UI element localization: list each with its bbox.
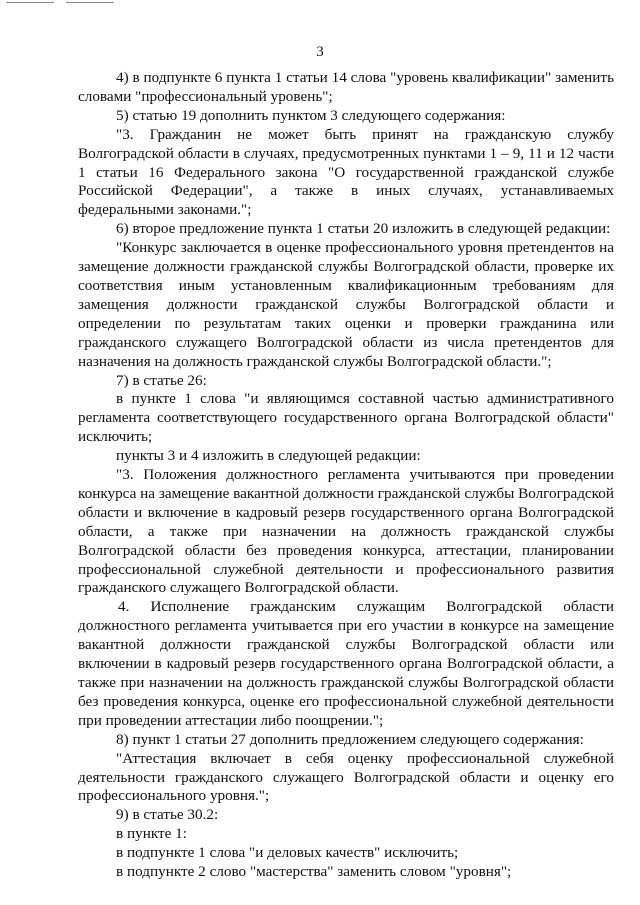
paragraph-item-6: 6) второе предложение пункта 1 статьи 20 изложить в следующей редакции: (116, 220, 611, 238)
paragraph-article-26-point-1: в пункте 1 слова "и являющимся составной частью административного регламента соответствующего государственного органа Волгоградской области" исключить; (78, 390, 614, 446)
document-body (78, 69, 614, 882)
paragraph-quote-point-3: "3. Положения должностного регламента учитываются при проведении конкурса на замещение вакантной должности гражданской службы Волгоградской области и включение в кадровый резерв государственного органа Волгоградской области, а также при назначении на должность гражданской службы Волгоградской области без проведения конкурса, аттестации, планировании профессиональной служебной деятельности и профессионального развития гражданского служащего Волгоградской области. (78, 466, 614, 597)
scan-edge-marks (0, 0, 640, 10)
paragraph-subpoint-2: в подпункте 2 слово "мастерства" заменить словом "уровня"; (116, 863, 512, 881)
page-number: 3 (316, 44, 324, 60)
paragraph-subpoint-1: в подпункте 1 слова "и деловых качеств" исключить; (116, 844, 459, 862)
paragraph-item-9: 9) в статье 30.2: (116, 806, 219, 824)
paragraph-quote-contest: "Конкурс заключается в оценке профессионального уровня претендентов на замещение должности гражданской службы Волгоградской области, проверке их соответствия иным установленным квалификационным требованиям для замещения должности гражданской службы Волгоградской области и определении по результатам таких оценки и проверки гражданина или гражданского служащего Волгоградской области из числа претендентов для назначения на должность гражданской службы Волгоградской области."; (78, 239, 614, 370)
paragraph-item-4: 4) в подпункте 6 пункта 1 статьи 14 слова "уровень квалификации" заменить словами "профессиональный уровень"; (78, 69, 614, 105)
paragraph-quote-point-4: 4. Исполнение гражданским служащим Волгоградской области должностного регламента учитывается при его участии в конкурсе на замещение вакантной должности гражданской службы Волгоградской области или включении в кадровый резерв государственного органа Волгоградской области, а также при назначении на должность гражданской службы Волгоградской области без проведения конкурса, оценке его профессиональной служебной деятельности при проведении аттестации либо поощрении."; (78, 598, 614, 729)
paragraph-article-30-2-point-1: в пункте 1: (116, 825, 187, 843)
paragraph-item-7: 7) в статье 26: (116, 371, 207, 389)
paragraph-quote-attestation: "Аттестация включает в себя оценку профессиональной служебной деятельности гражданского служащего Волгоградской области и оценку его профессионального уровня."; (78, 749, 614, 805)
paragraph-item-8: 8) пункт 1 статьи 27 дополнить предложением следующего содержания: (116, 730, 584, 748)
scan-mark-left (6, 2, 54, 3)
paragraph-item-5: 5) статью 19 дополнить пунктом 3 следующего содержания: (116, 106, 506, 124)
paragraph-points-3-4-intro: пункты 3 и 4 изложить в следующей редакции: (116, 447, 421, 465)
scan-mark-right (66, 2, 114, 3)
paragraph-quote-article-19: "3. Гражданин не может быть принят на гражданскую службу Волгоградской области в случаях, предусмотренных пунктами 1 – 9, 11 и 12 части 1 статьи 16 Федерального закона "О государственной гражданской службе Российской Федерации", а также в иных случаях, устанавливаемых федеральными законами."; (78, 125, 614, 219)
